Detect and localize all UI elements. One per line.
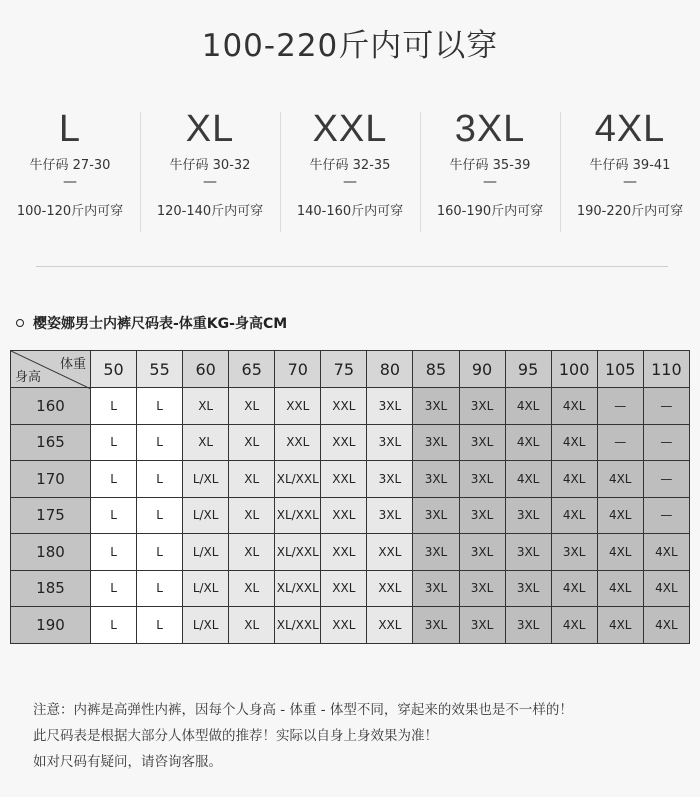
- size-cell: 3XL: [505, 534, 551, 571]
- size-cell: 4XL: [597, 607, 643, 644]
- size-cell: 3XL: [459, 461, 505, 498]
- size-cell: 4XL: [551, 388, 597, 425]
- jeans-size: 牛仔码 32-35: [309, 158, 391, 173]
- size-cell: L: [137, 607, 183, 644]
- height-cell: 180: [11, 534, 91, 571]
- size-cell: 4XL: [505, 461, 551, 498]
- size-cell: L: [137, 534, 183, 571]
- weight-header-cell: 60: [183, 351, 229, 388]
- table-row: [11, 534, 690, 571]
- size-cell: XL: [229, 607, 275, 644]
- size-cell: XXL: [321, 497, 367, 534]
- size-cell: L: [137, 497, 183, 534]
- size-cell: 3XL: [459, 534, 505, 571]
- weight-header-cell: 75: [321, 351, 367, 388]
- size-cell: 3XL: [367, 388, 413, 425]
- size-cell: L: [91, 424, 137, 461]
- size-cell: L: [91, 388, 137, 425]
- size-column-xxl: [280, 108, 420, 238]
- note-line: 如对尺码有疑问，请咨询客服。: [33, 754, 222, 770]
- size-chart-heading-text: 樱姿娜男士内裤尺码表-体重KG-身高CM: [33, 316, 288, 332]
- weight-range: 160-190斤内可穿: [436, 204, 544, 219]
- size-cell: 3XL: [367, 424, 413, 461]
- size-cell: 3XL: [413, 607, 459, 644]
- size-cell: 3XL: [505, 497, 551, 534]
- size-cell: XXL: [275, 388, 321, 425]
- size-cell: 3XL: [413, 388, 459, 425]
- table-row: [11, 607, 690, 644]
- size-column-l: [0, 108, 140, 238]
- table-row: [11, 424, 690, 461]
- weight-header-row: [11, 351, 690, 388]
- size-cell: XL: [229, 497, 275, 534]
- size-cell: L: [91, 570, 137, 607]
- size-cell: —: [643, 461, 689, 498]
- size-cell: XL/XXL: [275, 534, 321, 571]
- weight-header-cell: 55: [137, 351, 183, 388]
- size-cell: L: [137, 461, 183, 498]
- size-cell: XL/XXL: [275, 497, 321, 534]
- page-title: 100-220斤内可以穿: [201, 28, 499, 64]
- dash-separator: —: [623, 174, 637, 190]
- size-cell: —: [643, 388, 689, 425]
- weight-header-cell: 90: [459, 351, 505, 388]
- size-cell: —: [643, 424, 689, 461]
- height-cell: 175: [11, 497, 91, 534]
- size-cell: L/XL: [183, 607, 229, 644]
- size-cell: XL/XXL: [275, 570, 321, 607]
- size-cell: L: [137, 388, 183, 425]
- weight-axis-label: 体重: [59, 357, 86, 372]
- size-cell: —: [643, 497, 689, 534]
- size-cell: L/XL: [183, 461, 229, 498]
- size-cell: XXL: [321, 424, 367, 461]
- height-cell: 185: [11, 570, 91, 607]
- size-cell: L: [91, 534, 137, 571]
- size-cell: 4XL: [597, 461, 643, 498]
- weight-header-cell: 50: [91, 351, 137, 388]
- size-cell: 4XL: [505, 388, 551, 425]
- size-label: XL: [185, 108, 235, 150]
- size-cell: 3XL: [551, 534, 597, 571]
- note-line: 注意：内裤是高弹性内裤，因每个人身高 - 体重 - 体型不同，穿起来的效果也是不一样的！: [33, 702, 573, 718]
- size-cell: XXL: [321, 534, 367, 571]
- size-label: 4XL: [594, 108, 666, 150]
- size-cell: XXL: [367, 607, 413, 644]
- size-cell: XL/XXL: [275, 607, 321, 644]
- jeans-size: 牛仔码 27-30: [29, 158, 111, 173]
- size-cell: XXL: [321, 607, 367, 644]
- weight-header-cell: 65: [229, 351, 275, 388]
- size-cell: 3XL: [367, 497, 413, 534]
- size-cell: XXL: [321, 570, 367, 607]
- size-cell: XXL: [367, 534, 413, 571]
- size-column-4xl: [560, 108, 700, 238]
- size-cell: XL: [229, 388, 275, 425]
- size-cell: L: [137, 424, 183, 461]
- divider: [36, 266, 668, 267]
- size-column-3xl: [420, 108, 560, 238]
- size-cell: XL: [183, 424, 229, 461]
- table-row: [11, 461, 690, 498]
- size-label: L: [58, 108, 82, 150]
- size-cell: L/XL: [183, 570, 229, 607]
- weight-range: 140-160斤内可穿: [296, 204, 404, 219]
- size-cell: XL: [229, 461, 275, 498]
- size-label: XXL: [312, 108, 388, 150]
- size-cell: L: [91, 607, 137, 644]
- size-cell: 3XL: [413, 570, 459, 607]
- size-cell: 3XL: [459, 607, 505, 644]
- size-cell: L: [91, 461, 137, 498]
- circle-bullet-icon: [16, 319, 24, 327]
- height-cell: 190: [11, 607, 91, 644]
- jeans-size: 牛仔码 39-41: [589, 158, 671, 173]
- size-cell: 3XL: [413, 424, 459, 461]
- jeans-size: 牛仔码 30-32: [169, 158, 251, 173]
- size-cell: XXL: [321, 461, 367, 498]
- dash-separator: —: [483, 174, 497, 190]
- notes: [33, 697, 573, 775]
- size-cell: 3XL: [413, 534, 459, 571]
- size-cell: 4XL: [551, 424, 597, 461]
- size-cell: 4XL: [551, 570, 597, 607]
- dash-separator: —: [63, 174, 77, 190]
- size-cell: XXL: [275, 424, 321, 461]
- size-cell: XL: [229, 424, 275, 461]
- weight-range: 100-120斤内可穿: [16, 204, 124, 219]
- dash-separator: —: [203, 174, 217, 190]
- size-cell: 3XL: [459, 388, 505, 425]
- weight-range: 120-140斤内可穿: [156, 204, 264, 219]
- size-cell: 3XL: [459, 570, 505, 607]
- size-cell: XXL: [321, 388, 367, 425]
- size-cell: —: [597, 424, 643, 461]
- dash-separator: —: [343, 174, 357, 190]
- size-cell: L/XL: [183, 497, 229, 534]
- size-cell: 3XL: [505, 607, 551, 644]
- table-row: [11, 388, 690, 425]
- table-row: [11, 497, 690, 534]
- height-axis-label: 身高: [15, 370, 42, 385]
- size-cell: XL: [183, 388, 229, 425]
- size-cell: L/XL: [183, 534, 229, 571]
- note-line: 此尺码表是根据大部分人体型做的推荐！实际以自身上身效果为准！: [33, 728, 438, 744]
- size-cell: XXL: [367, 570, 413, 607]
- jeans-size: 牛仔码 35-39: [449, 158, 531, 173]
- weight-header-cell: 110: [643, 351, 689, 388]
- weight-header-cell: 80: [367, 351, 413, 388]
- size-cell: 4XL: [643, 607, 689, 644]
- size-cell: L: [137, 570, 183, 607]
- size-cell: 4XL: [643, 534, 689, 571]
- height-cell: 170: [11, 461, 91, 498]
- size-cell: XL: [229, 570, 275, 607]
- size-cell: 3XL: [413, 461, 459, 498]
- size-cell: 3XL: [413, 497, 459, 534]
- size-cell: 4XL: [551, 497, 597, 534]
- size-label: 3XL: [454, 108, 526, 150]
- size-cell: 3XL: [459, 424, 505, 461]
- weight-header-cell: 100: [551, 351, 597, 388]
- size-cell: 4XL: [505, 424, 551, 461]
- size-cell: 4XL: [551, 607, 597, 644]
- size-chart-table: [10, 350, 690, 644]
- weight-range: 190-220斤内可穿: [576, 204, 684, 219]
- size-cell: 4XL: [597, 497, 643, 534]
- size-cell: 4XL: [597, 570, 643, 607]
- height-cell: 160: [11, 388, 91, 425]
- size-cell: 3XL: [367, 461, 413, 498]
- size-cell: XL: [229, 534, 275, 571]
- size-cell: —: [597, 388, 643, 425]
- height-cell: 165: [11, 424, 91, 461]
- corner-cell: [11, 351, 91, 388]
- size-cell: 4XL: [551, 461, 597, 498]
- size-cell: L: [91, 497, 137, 534]
- size-cell: 4XL: [597, 534, 643, 571]
- weight-header-cell: 105: [597, 351, 643, 388]
- weight-header-cell: 95: [505, 351, 551, 388]
- weight-header-cell: 70: [275, 351, 321, 388]
- table-row: [11, 570, 690, 607]
- size-cell: 3XL: [459, 497, 505, 534]
- size-summary: [0, 108, 700, 238]
- size-cell: XL/XXL: [275, 461, 321, 498]
- size-column-xl: [140, 108, 280, 238]
- size-cell: 4XL: [643, 570, 689, 607]
- weight-header-cell: 85: [413, 351, 459, 388]
- size-cell: 3XL: [505, 570, 551, 607]
- size-chart-heading: [16, 313, 287, 333]
